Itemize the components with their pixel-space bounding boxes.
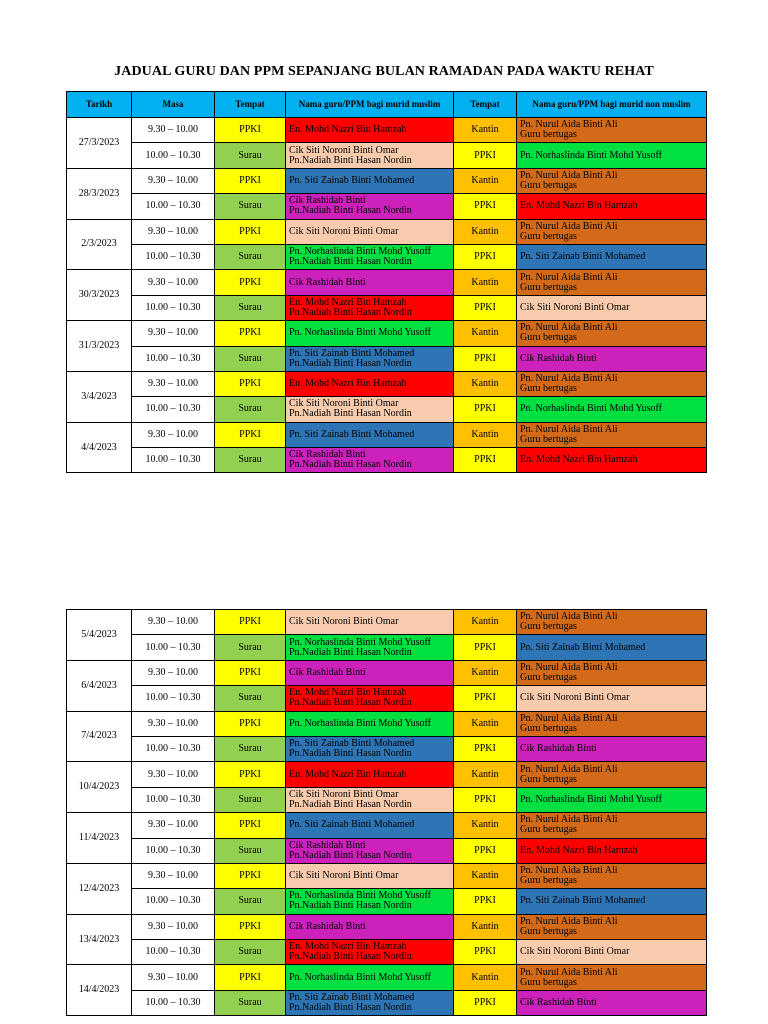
place-cell-2: PPKI [454,448,517,473]
time-cell: 9.30 – 10.00 [132,321,215,346]
muslim-teacher-cell [286,143,454,168]
place-cell: Surau [215,990,286,1015]
table-row [67,270,707,295]
non-muslim-teacher-cell [517,813,707,838]
muslim-teacher-cell [286,346,454,371]
muslim-teacher-cell-line: Pn. Siti Zainab Binti Mohamed [289,992,415,1004]
non-muslim-teacher-cell [517,990,707,1015]
non-muslim-teacher-cell-line: Pn. Nurul Aida Binti Ali [520,611,618,623]
non-muslim-teacher-cell-line: Pn. Nurul Aida Binti Ali [520,865,618,877]
muslim-teacher-cell [286,244,454,269]
muslim-teacher-cell-line: Pn.Nadiah Binti Hasan Nordin [289,408,412,420]
non-muslim-teacher-cell-line: Guru bertugas [520,773,577,785]
non-muslim-teacher-cell [517,635,707,660]
time-cell: 10.00 – 10.30 [132,143,215,168]
muslim-teacher-cell [286,686,454,711]
muslim-teacher-cell-line: Cik Siti Noroni Binti Omar [289,616,399,628]
place-cell: Surau [215,346,286,371]
place-cell: PPKI [215,118,286,143]
table-row [67,244,707,269]
place-cell-2: Kantin [454,321,517,346]
muslim-teacher-cell [286,448,454,473]
table-row [67,813,707,838]
non-muslim-teacher-cell-line: Pn. Nurul Aida Binti Ali [520,423,618,435]
place-cell-2: Kantin [454,863,517,888]
muslim-teacher-cell-line: En. Mohd Nazri Bin Hamzah [289,124,407,136]
muslim-teacher-cell-line: Pn. Siti Zainab Binti Mohamed [289,347,415,359]
muslim-teacher-cell-line: Pn.Nadiah Binti Hasan Nordin [289,256,412,268]
non-muslim-teacher-cell-line: Pn. Nurul Aida Binti Ali [520,271,618,283]
non-muslim-teacher-cell-line: Guru bertugas [520,671,577,683]
muslim-teacher-cell [286,711,454,736]
muslim-teacher-cell-line: Cik Rashidah Binti [289,839,366,851]
time-cell: 9.30 – 10.00 [132,610,215,635]
muslim-teacher-cell [286,660,454,685]
place-cell-2: PPKI [454,940,517,965]
date-cell: 10/4/2023 [67,762,132,813]
non-muslim-teacher-cell [517,118,707,143]
non-muslim-teacher-cell-line: Pn. Nurul Aida Binti Ali [520,763,618,775]
muslim-teacher-cell-line: Cik Rashidah Binti [289,449,366,461]
non-muslim-teacher-cell-line: Pn. Nurul Aida Binti Ali [520,915,618,927]
non-muslim-teacher-cell-line: Guru bertugas [520,383,577,395]
place-cell-2: Kantin [454,422,517,447]
place-cell: PPKI [215,219,286,244]
muslim-teacher-cell-line: Cik Rashidah Binti [289,920,366,932]
table-row [67,889,707,914]
place-cell: PPKI [215,965,286,990]
time-cell: 9.30 – 10.00 [132,965,215,990]
muslim-teacher-cell-line: Pn. Siti Zainab Binti Mohamed [289,738,415,750]
schedule-table-1 [66,91,707,473]
non-muslim-teacher-cell [517,194,707,219]
muslim-teacher-cell-line: Pn.Nadiah Binti Hasan Nordin [289,205,412,217]
place-cell: Surau [215,244,286,269]
place-cell: Surau [215,686,286,711]
non-muslim-teacher-cell [517,711,707,736]
non-muslim-teacher-cell-line: Guru bertugas [520,621,577,633]
table-row [67,143,707,168]
non-muslim-teacher-cell [517,244,707,269]
muslim-teacher-cell-line: Pn.Nadiah Binti Hasan Nordin [289,357,412,369]
muslim-teacher-cell-line: Pn.Nadiah Binti Hasan Nordin [289,900,412,912]
muslim-teacher-cell [286,863,454,888]
muslim-teacher-cell [286,736,454,761]
date-cell: 5/4/2023 [67,610,132,661]
place-cell: Surau [215,736,286,761]
muslim-teacher-cell-line: Pn. Norhaslinda Binti Mohd Yusoff [289,971,431,983]
muslim-teacher-cell [286,990,454,1015]
place-cell: Surau [215,787,286,812]
table-row [67,965,707,990]
muslim-teacher-cell-line: Pn. Siti Zainab Binti Mohamed [289,428,415,440]
muslim-teacher-cell [286,270,454,295]
non-muslim-teacher-cell-line: En. Mohd Nazri Bin Hamzah [520,200,638,212]
table-row [67,422,707,447]
place-cell-2: Kantin [454,660,517,685]
non-muslim-teacher-cell-line: Cik Rashidah Binti [520,352,597,364]
place-cell: PPKI [215,168,286,193]
non-muslim-teacher-cell-line: Cik Rashidah Binti [520,743,597,755]
non-muslim-teacher-cell [517,295,707,320]
muslim-teacher-cell-line: Pn. Norhaslinda Binti Mohd Yusoff [289,636,431,648]
header-tempat: Tempat [215,92,286,118]
place-cell-2: PPKI [454,194,517,219]
table-row [67,940,707,965]
time-cell: 10.00 – 10.30 [132,194,215,219]
place-cell: PPKI [215,321,286,346]
muslim-teacher-cell [286,168,454,193]
date-cell: 13/4/2023 [67,914,132,965]
non-muslim-teacher-cell-line: Pn. Nurul Aida Binti Ali [520,712,618,724]
place-cell: PPKI [215,270,286,295]
time-cell: 10.00 – 10.30 [132,736,215,761]
table-row [67,686,707,711]
place-cell: PPKI [215,371,286,396]
place-cell-2: PPKI [454,397,517,422]
date-cell: 14/4/2023 [67,965,132,1016]
non-muslim-teacher-cell [517,168,707,193]
muslim-teacher-cell [286,295,454,320]
time-cell: 9.30 – 10.00 [132,219,215,244]
place-cell: PPKI [215,610,286,635]
muslim-teacher-cell [286,321,454,346]
non-muslim-teacher-cell-line: Guru bertugas [520,230,577,242]
non-muslim-teacher-cell-line: Pn. Nurul Aida Binti Ali [520,373,618,385]
non-muslim-teacher-cell [517,736,707,761]
non-muslim-teacher-cell [517,371,707,396]
muslim-teacher-cell-line: Pn.Nadiah Binti Hasan Nordin [289,1002,412,1014]
place-cell-2: Kantin [454,813,517,838]
muslim-teacher-cell [286,371,454,396]
place-cell-2: Kantin [454,168,517,193]
place-cell-2: PPKI [454,838,517,863]
non-muslim-teacher-cell [517,346,707,371]
table-row [67,168,707,193]
muslim-teacher-cell [286,219,454,244]
table-row [67,321,707,346]
non-muslim-teacher-cell-line: Pn. Nurul Aida Binti Ali [520,220,618,232]
date-cell: 7/4/2023 [67,711,132,762]
non-muslim-teacher-cell-line: Guru bertugas [520,179,577,191]
non-muslim-teacher-cell-line: Pn. Siti Zainab Binti Mohamed [520,895,646,907]
table-row [67,711,707,736]
place-cell: Surau [215,635,286,660]
non-muslim-teacher-cell [517,270,707,295]
place-cell: Surau [215,194,286,219]
time-cell: 9.30 – 10.00 [132,660,215,685]
non-muslim-teacher-cell-line: Cik Rashidah Binti [520,997,597,1009]
table-row [67,346,707,371]
muslim-teacher-cell-line: Cik Siti Noroni Binti Omar [289,144,399,156]
muslim-teacher-cell [286,610,454,635]
time-cell: 10.00 – 10.30 [132,990,215,1015]
place-cell-2: Kantin [454,219,517,244]
table-row [67,660,707,685]
muslim-teacher-cell-line: Cik Rashidah Binti [289,666,366,678]
time-cell: 10.00 – 10.30 [132,889,215,914]
time-cell: 9.30 – 10.00 [132,863,215,888]
time-cell: 10.00 – 10.30 [132,838,215,863]
non-muslim-teacher-cell-line: Pn. Nurul Aida Binti Ali [520,814,618,826]
table-row [67,295,707,320]
table-row [67,787,707,812]
place-cell: Surau [215,838,286,863]
muslim-teacher-cell-line: Pn.Nadiah Binti Hasan Nordin [289,154,412,166]
table-row [67,448,707,473]
table-row [67,610,707,635]
time-cell: 10.00 – 10.30 [132,295,215,320]
page-title: JADUAL GURU DAN PPM SEPANJANG BULAN RAMADAN PADA WAKTU REHAT [114,64,654,79]
muslim-teacher-cell-line: En. Mohd Nazri Bin Hamzah [289,768,407,780]
time-cell: 10.00 – 10.30 [132,635,215,660]
date-cell: 27/3/2023 [67,118,132,169]
muslim-teacher-cell [286,118,454,143]
muslim-teacher-cell [286,787,454,812]
non-muslim-teacher-cell-line: Pn. Nurul Aida Binti Ali [520,966,618,978]
header-nama-non-muslim: Nama guru/PPM bagi murid non muslim [517,92,707,118]
place-cell: PPKI [215,422,286,447]
non-muslim-teacher-cell-line: Pn. Nurul Aida Binti Ali [520,119,618,131]
non-muslim-teacher-cell-line: Guru bertugas [520,925,577,937]
place-cell-2: Kantin [454,914,517,939]
non-muslim-teacher-cell [517,762,707,787]
place-cell-2: Kantin [454,711,517,736]
non-muslim-teacher-cell [517,143,707,168]
muslim-teacher-cell-line: Pn.Nadiah Binti Hasan Nordin [289,646,412,658]
place-cell-2: PPKI [454,244,517,269]
time-cell: 9.30 – 10.00 [132,813,215,838]
muslim-teacher-cell-line: Pn.Nadiah Binti Hasan Nordin [289,849,412,861]
muslim-teacher-cell-line: Pn.Nadiah Binti Hasan Nordin [289,951,412,963]
place-cell-2: PPKI [454,143,517,168]
non-muslim-teacher-cell [517,787,707,812]
place-cell: Surau [215,397,286,422]
table-row [67,219,707,244]
muslim-teacher-cell [286,635,454,660]
non-muslim-teacher-cell-line: Pn. Norhaslinda Binti Mohd Yusoff [520,793,662,805]
muslim-teacher-cell-line: En. Mohd Nazri Bin Hamzah [289,378,407,390]
muslim-teacher-cell [286,397,454,422]
table-row [67,762,707,787]
non-muslim-teacher-cell-line: Pn. Siti Zainab Binti Mohamed [520,641,646,653]
non-muslim-teacher-cell [517,397,707,422]
non-muslim-teacher-cell [517,610,707,635]
table-row [67,863,707,888]
non-muslim-teacher-cell [517,863,707,888]
table-row [67,118,707,143]
place-cell: Surau [215,143,286,168]
time-cell: 9.30 – 10.00 [132,762,215,787]
date-cell: 31/3/2023 [67,321,132,372]
muslim-teacher-cell-line: Pn. Norhaslinda Binti Mohd Yusoff [289,246,431,258]
muslim-teacher-cell [286,889,454,914]
place-cell-2: PPKI [454,889,517,914]
place-cell: PPKI [215,813,286,838]
place-cell: PPKI [215,711,286,736]
non-muslim-teacher-cell [517,940,707,965]
non-muslim-teacher-cell-line: En. Mohd Nazri Bin Hamzah [520,454,638,466]
place-cell-2: PPKI [454,346,517,371]
non-muslim-teacher-cell-line: Cik Siti Noroni Binti Omar [520,301,630,313]
time-cell: 9.30 – 10.00 [132,422,215,447]
place-cell-2: PPKI [454,635,517,660]
muslim-teacher-cell-line: En. Mohd Nazri Bin Hamzah [289,687,407,699]
place-cell-2: Kantin [454,270,517,295]
table-row [67,914,707,939]
time-cell: 9.30 – 10.00 [132,118,215,143]
muslim-teacher-cell-line: Pn. Norhaslinda Binti Mohd Yusoff [289,890,431,902]
non-muslim-teacher-cell-line: Guru bertugas [520,281,577,293]
table-row [67,838,707,863]
non-muslim-teacher-cell-line: Pn. Norhaslinda Binti Mohd Yusoff [520,149,662,161]
muslim-teacher-cell-line: Cik Siti Noroni Binti Omar [289,870,399,882]
place-cell: Surau [215,940,286,965]
place-cell: PPKI [215,660,286,685]
table-row [67,990,707,1015]
non-muslim-teacher-cell-line: Guru bertugas [520,722,577,734]
non-muslim-teacher-cell-line: En. Mohd Nazri Bin Hamzah [520,844,638,856]
header-tempat-2: Tempat [454,92,517,118]
non-muslim-teacher-cell-line: Pn. Nurul Aida Binti Ali [520,169,618,181]
non-muslim-teacher-cell-line: Cik Siti Noroni Binti Omar [520,946,630,958]
place-cell-2: Kantin [454,965,517,990]
muslim-teacher-cell-line: Cik Rashidah Binti [289,195,366,207]
table-row [67,397,707,422]
time-cell: 10.00 – 10.30 [132,940,215,965]
non-muslim-teacher-cell-line: Guru bertugas [520,875,577,887]
non-muslim-teacher-cell [517,914,707,939]
muslim-teacher-cell [286,965,454,990]
place-cell-2: Kantin [454,762,517,787]
place-cell: PPKI [215,762,286,787]
muslim-teacher-cell-line: Pn. Norhaslinda Binti Mohd Yusoff [289,717,431,729]
date-cell: 3/4/2023 [67,371,132,422]
muslim-teacher-cell-line: Pn.Nadiah Binti Hasan Nordin [289,798,412,810]
non-muslim-teacher-cell-line: Pn. Nurul Aida Binti Ali [520,322,618,334]
muslim-teacher-cell-line: Cik Siti Noroni Binti Omar [289,788,399,800]
muslim-teacher-cell-line: Pn.Nadiah Binti Hasan Nordin [289,748,412,760]
muslim-teacher-cell [286,422,454,447]
non-muslim-teacher-cell-line: Guru bertugas [520,129,577,141]
date-cell: 2/3/2023 [67,219,132,270]
place-cell: Surau [215,448,286,473]
place-cell-2: PPKI [454,990,517,1015]
place-cell: Surau [215,295,286,320]
non-muslim-teacher-cell [517,321,707,346]
table-row [67,635,707,660]
place-cell-2: Kantin [454,118,517,143]
non-muslim-teacher-cell-line: Pn. Siti Zainab Binti Mohamed [520,251,646,263]
place-cell-2: PPKI [454,736,517,761]
muslim-teacher-cell-line: Cik Rashidah Binti [289,276,366,288]
place-cell-2: PPKI [454,686,517,711]
date-cell: 30/3/2023 [67,270,132,321]
time-cell: 9.30 – 10.00 [132,914,215,939]
muslim-teacher-cell [286,914,454,939]
muslim-teacher-cell-line: Cik Siti Noroni Binti Omar [289,398,399,410]
time-cell: 10.00 – 10.30 [132,346,215,371]
date-cell: 12/4/2023 [67,863,132,914]
time-cell: 9.30 – 10.00 [132,371,215,396]
header-row [67,92,707,118]
date-cell: 6/4/2023 [67,660,132,711]
non-muslim-teacher-cell-line: Guru bertugas [520,824,577,836]
muslim-teacher-cell [286,194,454,219]
non-muslim-teacher-cell [517,422,707,447]
non-muslim-teacher-cell-line: Cik Siti Noroni Binti Omar [520,692,630,704]
non-muslim-teacher-cell [517,965,707,990]
muslim-teacher-cell-line: Pn. Siti Zainab Binti Mohamed [289,819,415,831]
place-cell-2: PPKI [454,787,517,812]
time-cell: 10.00 – 10.30 [132,244,215,269]
time-cell: 10.00 – 10.30 [132,787,215,812]
non-muslim-teacher-cell [517,219,707,244]
time-cell: 10.00 – 10.30 [132,448,215,473]
muslim-teacher-cell-line: Pn.Nadiah Binti Hasan Nordin [289,459,412,471]
time-cell: 9.30 – 10.00 [132,711,215,736]
non-muslim-teacher-cell-line: Pn. Nurul Aida Binti Ali [520,661,618,673]
header-nama-muslim: Nama guru/PPM bagi murid muslim [286,92,454,118]
time-cell: 9.30 – 10.00 [132,270,215,295]
muslim-teacher-cell-line: Pn.Nadiah Binti Hasan Nordin [289,306,412,318]
non-muslim-teacher-cell-line: Guru bertugas [520,433,577,445]
place-cell-2: Kantin [454,371,517,396]
muslim-teacher-cell [286,940,454,965]
place-cell: PPKI [215,914,286,939]
time-cell: 10.00 – 10.30 [132,686,215,711]
schedule-table-2 [66,609,707,1016]
table-row [67,194,707,219]
header-tarikh: Tarikh [67,92,132,118]
muslim-teacher-cell-line: Cik Siti Noroni Binti Omar [289,225,399,237]
non-muslim-teacher-cell-line: Guru bertugas [520,976,577,988]
muslim-teacher-cell-line: En. Mohd Nazri Bin Hamzah [289,941,407,953]
muslim-teacher-cell [286,813,454,838]
non-muslim-teacher-cell [517,686,707,711]
time-cell: 10.00 – 10.30 [132,397,215,422]
non-muslim-teacher-cell [517,448,707,473]
table-row [67,371,707,396]
muslim-teacher-cell-line: En. Mohd Nazri Bin Hamzah [289,296,407,308]
non-muslim-teacher-cell-line: Guru bertugas [520,332,577,344]
muslim-teacher-cell-line: Pn. Siti Zainab Binti Mohamed [289,174,415,186]
date-cell: 4/4/2023 [67,422,132,473]
muslim-teacher-cell [286,762,454,787]
date-cell: 28/3/2023 [67,168,132,219]
muslim-teacher-cell-line: Pn. Norhaslinda Binti Mohd Yusoff [289,327,431,339]
table-row [67,736,707,761]
non-muslim-teacher-cell [517,660,707,685]
non-muslim-teacher-cell [517,838,707,863]
header-masa: Masa [132,92,215,118]
time-cell: 9.30 – 10.00 [132,168,215,193]
muslim-teacher-cell [286,838,454,863]
place-cell-2: PPKI [454,295,517,320]
muslim-teacher-cell-line: Pn.Nadiah Binti Hasan Nordin [289,697,412,709]
date-cell: 11/4/2023 [67,813,132,864]
place-cell: Surau [215,889,286,914]
place-cell-2: Kantin [454,610,517,635]
non-muslim-teacher-cell-line: Pn. Norhaslinda Binti Mohd Yusoff [520,403,662,415]
place-cell: PPKI [215,863,286,888]
non-muslim-teacher-cell [517,889,707,914]
